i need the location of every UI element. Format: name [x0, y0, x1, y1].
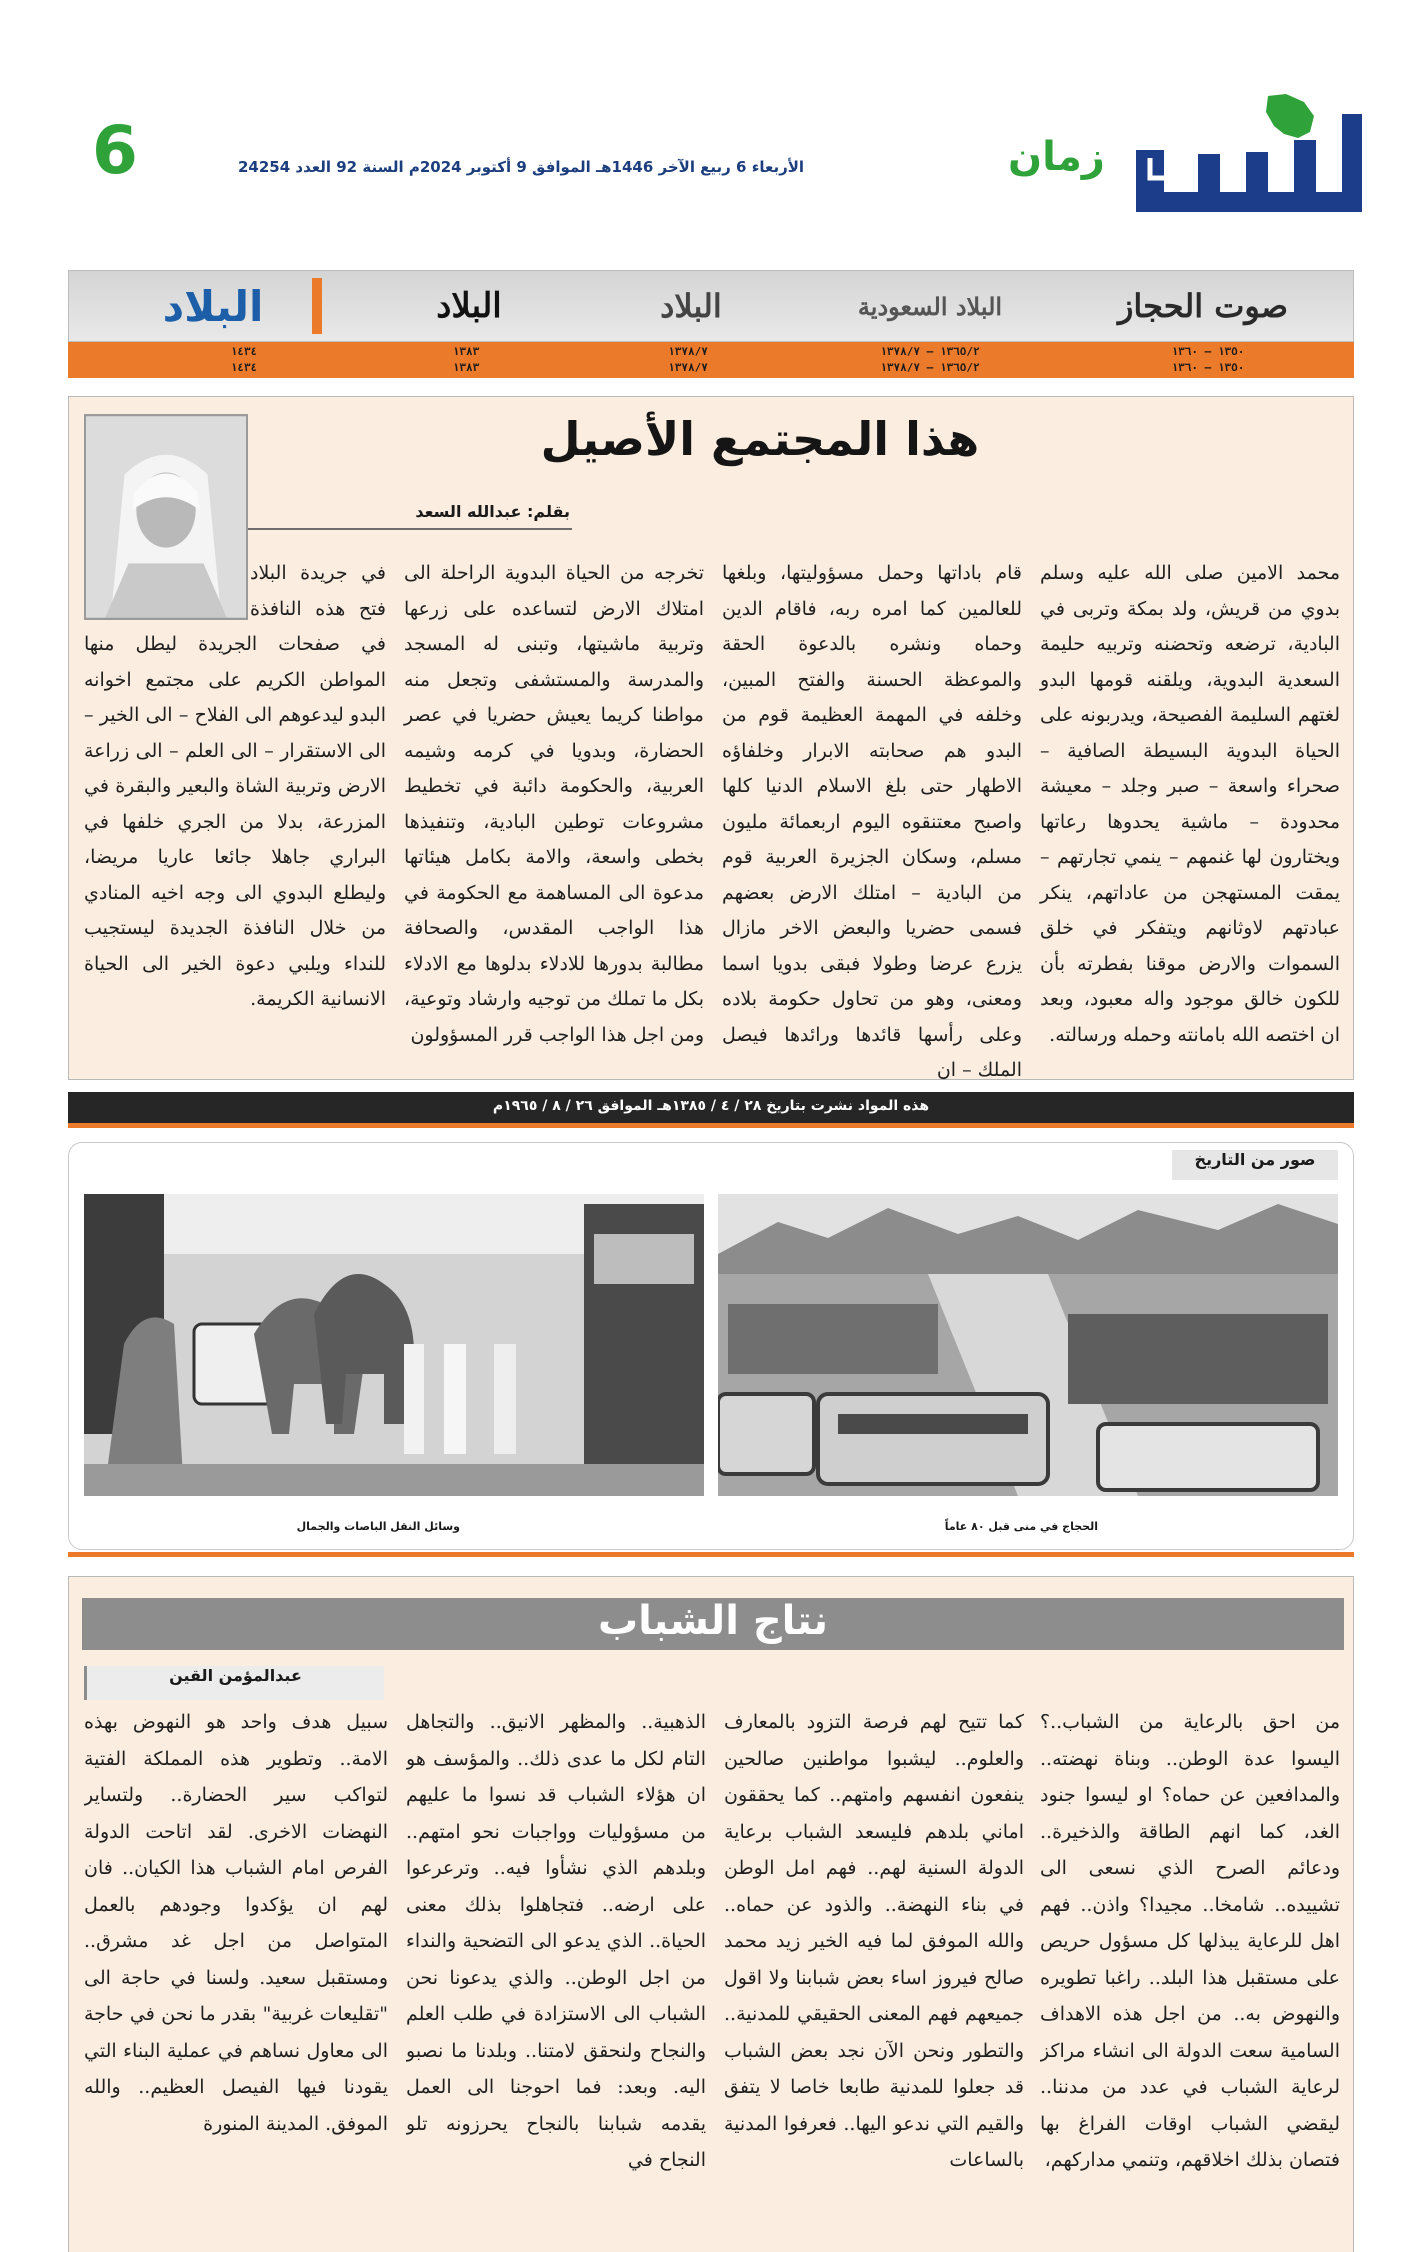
year-label-saudia: ١٣٦٥/٢ – ١٣٧٨/٧ ١٣٦٥/٢ – ١٣٧٨/٧ [880, 345, 980, 374]
article-column-1: محمد الامين صلى الله عليه وسلم بدوي من قريش، ولد بمكة وتربى في البادية، ترضعه وتحضنه وتربيه حليمة السعدية البدوية، ويلقنه قومها البدو لغتهم السليمة الفصيحة، ويدربونه على الحياة البدوية البسيطة الصافية – صحراء واسعة – صبر وجلد – معيشة محدودة – ماشية يحدوها رعاتها ويختارون لها غنمهم – ينمي تجارتهم – يمقت المستهجن من عاداتهم، ينكر عبادتهم لاوثانهم ويتفكر في خلق السموات والارض موقنا بفطرته بأن للكون خالق موجود واله معبود، وبعد ان اختصه الله بامانته وحمله ورسالته. [1040, 562, 1340, 1046]
masthead-albilad-1434: البلاد [162, 281, 264, 331]
article2-column-1: من احق بالرعاية من الشباب..؟ اليسوا عدة الوطن.. وبناة نهضته.. والمدافعين عن حماه؟ او ليسوا جنود الغد، كما انهم الطاقة والذخيرة.. ودعائم الصرح الذي نسعى الى تشييده.. شامخا.. مجيدا؟ واذن.. فهم اهل للرعاية يبذلها كل مسؤول حريص على مستقبل هذا البلد.. راغبا تطويره والنهوض به.. من اجل هذه الاهداف السامية سعت الدولة الى انشاء مراكز لرعاية الشباب في عدد من مدننا.. ليقضي الشباب اوقات الفراغ بها فتصان بذلك اخلاقهم، وتنمي مداركهم، [1040, 1711, 1340, 2171]
article2-column-3: الذهبية.. والمظهر الانيق.. والتجاهل التام لكل ما عدى ذلك.. والمؤسف هو ان هؤلاء الشباب قد نسوا ما عليهم من مسؤوليات وواجبات نحو امتهم.. وبلدهم الذي نشأوا فيه.. وترعرعوا على ارضه.. فتجاهلوا بذلك معنى الحياة.. الذي يدعو الى التضحية والنداء من اجل الوطن.. والذي يدعونا نحن الشباب الى الاستزادة في طلب العلم والنجاح ولنحقق لامتنا.. وبلدنا ما نصبو اليه. وبعد: فما احوجنا الى العمل يقدمه شبابنا بالنجاح يحرزونه تلو النجاح في [406, 1711, 706, 2171]
article-column-3: تخرجه من الحياة البدوية الراحلة الى امتلاك الارض لتساعده على زرعها وتربية ماشيتها، وتبنى له المسجد والمدرسة والمستشفى وتجعل منه مواطنا كريما يعيش حضريا في عصر الحضارة، وبدويا في كرمه وشيمه العربية، والحكومة دائبة في تخطيط مشروعات توطين البادية، وتنفيذها بخطى واسعة، والامة بكامل هيئاتها مدعوة الى المساهمة مع الحكومة في هذا الواجب المقدس، والصحافة مطالبة بدورها للادلاء بدلوها مع الادلاء بكل ما تملك من توجيه وارشاد وتوعية، ومن اجل هذا الواجب قرر المسؤولون [404, 562, 704, 1046]
heritage-masthead-banner [68, 270, 1354, 378]
publication-date-text: هذه المواد نشرت بتاريخ ٢٨ / ٤ / ١٣٨٥هـ الموافق ٢٦ / ٨ / ١٩٦٥م [492, 1098, 930, 1114]
year-label-sawt: ١٣٥٠ – ١٣٦٠ ١٣٥٠ – ١٣٦٠ [1171, 345, 1245, 374]
masthead-sawt-alhijaz: صوت الحجاز [1117, 287, 1289, 325]
dateline: الأربعاء 6 ربيع الآخر 1446هـ الموافق 9 أكتوبر 2024م السنة 92 العدد 24254 [238, 158, 805, 176]
article2-byline: عبدالمؤمن القين [84, 1666, 384, 1700]
masthead-albilad-alsaudia: البلاد السعودية [857, 291, 1003, 321]
masthead-accent-bar [312, 278, 322, 334]
photo-section-label: صور من التاريخ [1172, 1150, 1338, 1180]
photo-caption-pilgrims: الحجاج في منى قبل ٨٠ عاماً [944, 1520, 1098, 1533]
newspaper-logo [1128, 92, 1368, 218]
article-column-2: قام باداتها وحمل مسؤوليتها، وبلغها للعالمين كما امره ربه، فاقام الدين وحماه ونشره بالدعوة الحقة والموعظة الحسنة والفتح المبين، وخلفه في المهمة العظيمة قوم من البدو هم صحابته الابرار وخلفاؤه الاطهار حتى بلغ الاسلام الدنيا كلها واصبح معتنقوه اليوم اربعمائة مليون مسلم، وسكان الجزيرة العربية قوم من البادية – امتلك الارض بعضهم فسمى حضريا والبعض الاخر مازال يزرع عرضا وطولا فبقى بدويا اسما ومعنى، وهو من تحاول حكومة بلاده وعلى رأسها قائدها ورائدها فيصل الملك – ان [722, 562, 1022, 1081]
year-label-1434: ١٤٣٤ ١٤٣٤ [230, 345, 258, 374]
section-name: زمان [1008, 134, 1105, 180]
photo-wrap-space [84, 556, 250, 624]
photo-caption-transport: وسائل النقل الباصات والجمال [296, 1520, 460, 1533]
masthead-albilad-1383: البلاد [436, 286, 502, 326]
article-byline: بقلم: عبدالله السعد [415, 502, 570, 521]
year-label-1383: ١٣٨٣ ١٣٨٣ [452, 345, 480, 374]
article2-column-2: كما تتيح لهم فرصة التزود بالمعارف والعلوم.. ليشبوا مواطنين صالحين ينفعون انفسهم وامتهم.. كما يحققون اماني بلدهم فليسعد الشباب برعاية الدولة السنية لهم.. فهم امل الوطن في بناء النهضة.. والذود عن حماه.. والله الموفق لما فيه الخير زيد محمد صالح فيروز اساء بعض شبابنا ولا اقول جميعهم فهم المعنى الحقيقي للمدنية.. والتطور ونحن الآن نجد بعض الشباب قد جعلوا للمدنية طابعا خاصا لا يتفق والقيم التي ندعو اليها.. فعرفوا المدنية بالساعات [724, 1711, 1024, 2171]
byline-rule [248, 528, 572, 530]
saudi-map-icon [1266, 94, 1314, 138]
photo-section-rule [68, 1552, 1354, 1557]
masthead-albilad-1378: البلاد [660, 287, 722, 325]
article2-title: نتاج الشباب [597, 1598, 829, 1644]
photo-transport-buses-camels [84, 1194, 704, 1496]
article-title: هذا المجتمع الأصيل [540, 412, 980, 466]
publication-date-strip [68, 1092, 1354, 1128]
year-label-1378: ١٣٧٨/٧ ١٣٧٨/٧ [668, 345, 708, 374]
photo-pilgrims-mina [718, 1194, 1338, 1496]
article2-column-4: سبيل هدف واحد هو النهوض بهذه الامة.. وتطوير هذه المملكة الفتية لتواكب سير الحضارة.. ولتساير النهضات الاخرى. لقد اتاحت الدولة الفرص امام الشباب هذا الكيان.. فان لهم ان يؤكدوا وجودهم بالعمل المتواصل من اجل غد مشرق.. ومستقبل سعيد. ولسنا في حاجة الى "تقليعات غربية" بقدر ما نحن في حاجة الى معاول نساهم في عملية البناء التي يقودنا فيها الفيصل العظيم.. والله الموفق. المدينة المنورة [84, 1711, 388, 2135]
article-column-4: في جريدة البلاد فتح هذه النافذة في صفحات الجريدة ليطل منها المواطن الكريم على مجتمع اخوانه البدو ليدعوهم الى الفلاح – الى الخير – الى الاستقرار – الى العلم – الى زراعة الارض وتربية الشاة والبعير والبقرة في المزرعة، بدلا من الجري خلفها في البراري جاهلا جائعا عاريا مريضا، وليطلع البدوي الى وجه اخيه المنادي من خلال النافذة الجديدة ليستجيب للنداء ويلبي دعوة الخير الى الحياة الانسانية الكريمة. [84, 556, 386, 1018]
page-number: 6 [92, 112, 138, 189]
